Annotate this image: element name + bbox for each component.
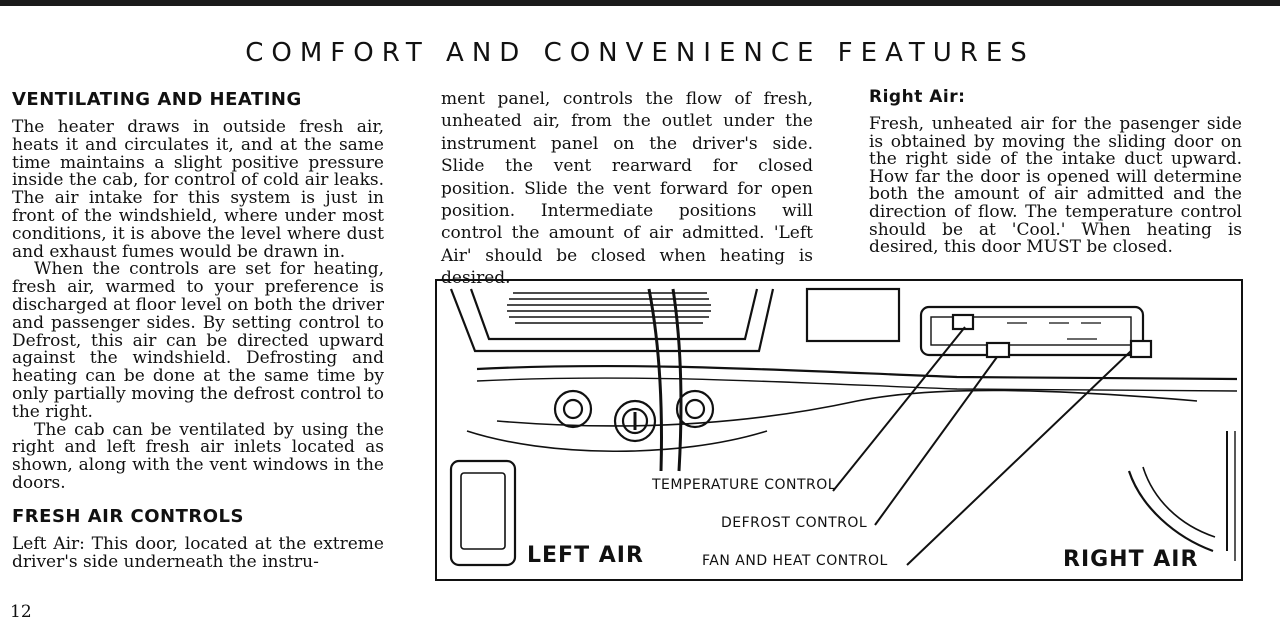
paragraph-ventilation: The cab can be ventilated by using the right and left fresh air inlets located as shown, along with the vent windows in the doors. bbox=[12, 419, 384, 493]
cluster-housing-shape bbox=[451, 289, 773, 351]
fan-heat-leader-line bbox=[907, 351, 1131, 565]
paragraph-right-air: Fresh, unheated air for the pasenger side is obtained by moving the sliding door on the right side of the intake duct upward. How far the door is opened will determine both the amount of air admitted and the direction of flow. The temperature control should be at 'Cool.' When heating is desired, this door MUST be closed. bbox=[869, 114, 1242, 258]
fan-heat-control-label: FAN AND HEAT CONTROL bbox=[702, 553, 888, 569]
speedometer-grille bbox=[507, 293, 711, 323]
steering-column bbox=[649, 289, 662, 471]
left-air-label: LEFT AIR bbox=[527, 543, 644, 568]
temperature-slider bbox=[953, 315, 973, 329]
right-air-label: RIGHT AIR bbox=[1063, 547, 1199, 572]
heading-fresh-air-controls: FRESH AIR CONTROLS bbox=[12, 505, 244, 527]
dashboard-drawing bbox=[437, 281, 1241, 579]
dash-upper-line bbox=[477, 366, 1237, 379]
defrost-leader-line bbox=[875, 357, 997, 525]
column-right bbox=[869, 88, 1242, 257]
paragraph-left-air bbox=[12, 533, 384, 572]
page-number: 12 bbox=[10, 602, 32, 622]
fan-slider bbox=[1131, 341, 1151, 357]
cluster-inner-shape bbox=[471, 289, 757, 339]
center-panel bbox=[807, 289, 899, 341]
defrost-control-label: DEFROST CONTROL bbox=[721, 515, 868, 531]
top-rule bbox=[0, 0, 1280, 6]
paragraph-heating-defrost: When the controls are set for heating, fresh air, warmed to your preference is discharged at floor level on both the driver and passenger sides. By setting control to Defrost, this air can be directed upward against the windshield. Defrosting and heating can be done at the same time by only partially moving the defrost control to the right. bbox=[12, 259, 384, 422]
paragraph-left-air-continued: ment panel, controls the flow of fresh, unheated air, from the outlet under the instrument panel on the driver's side. Slide the vent rearward for closed position. Slide the vent forward for open position. Intermediate positions will control the amount of air admitted. 'Left Air' should be closed when heating is desired. bbox=[441, 89, 813, 289]
page-title: COMFORT AND CONVENIENCE FEATURES bbox=[245, 38, 1035, 68]
dash-lower-curve bbox=[497, 390, 1197, 426]
defrost-slider bbox=[987, 343, 1009, 357]
heading-ventilating-heating: VENTILATING AND HEATING bbox=[12, 89, 302, 110]
left-knob bbox=[555, 391, 591, 427]
left-air-text: This door, located at the extreme driver's side underneath the instru- bbox=[12, 533, 384, 572]
heading-right-air: Right Air: bbox=[869, 87, 966, 107]
column-left bbox=[12, 88, 384, 571]
left-air-lead-in: Left Air: bbox=[12, 533, 85, 554]
paragraph-heater-intake: The heater draws in outside fresh air, heats it and circulates it, and at the same time maintains a slight positive pressure inside the cab, for control of cold air leaks. The air intake for this system is just in front of the windshield, where under most conditions, it is above the level where dust and exhaust fumes would be drawn in. bbox=[12, 117, 384, 262]
temperature-leader-line bbox=[833, 327, 965, 491]
temperature-control-label: TEMPERATURE CONTROL bbox=[652, 477, 837, 493]
column-middle bbox=[441, 88, 813, 290]
dashboard-illustration bbox=[435, 279, 1243, 581]
